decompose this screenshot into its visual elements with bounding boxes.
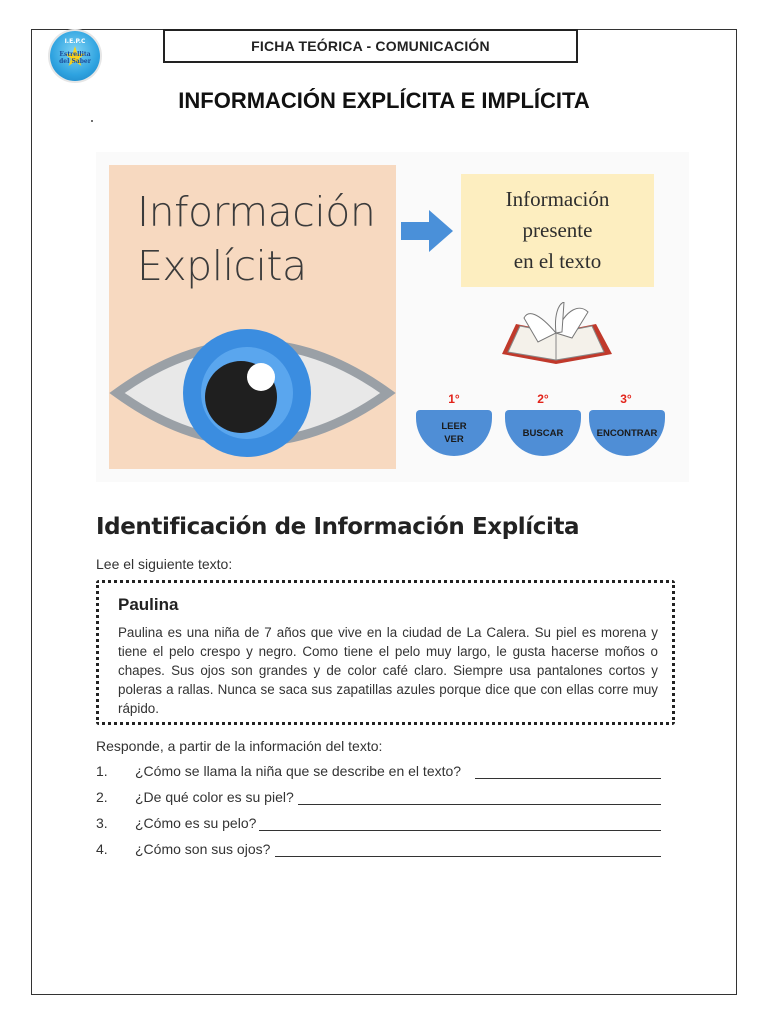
reading-text: Paulina es una niña de 7 años que vive en la ciudad de La Calera. Su piel es morena y tiene el pelo crespo y negro. Como tiene el pelo muy largo, le gusta hacerse moños o chapes. Sus ojos son grandes y de color café claro. Siempre usa pantalones cortos y poleras a rallas. Nunca se saca sus zapatillas azules porque dice que con ellas corre muy rápido. xyxy=(118,625,658,716)
infographic-heading: Información Explícita xyxy=(137,188,376,290)
reading-instruction: Lee el siguiente texto: xyxy=(96,556,233,572)
question-text: ¿De qué color es su piel? xyxy=(135,789,294,805)
answer-line[interactable] xyxy=(259,830,661,831)
subject-header: FICHA TEÓRICA - COMUNICACIÓN xyxy=(163,29,578,63)
school-logo-text: I.E.P.C xyxy=(64,38,86,45)
reading-passage-box xyxy=(96,580,675,725)
question-item xyxy=(96,789,661,809)
school-logo-script: Estrellita del Saber xyxy=(59,51,91,65)
step-2-label: BUSCAR xyxy=(505,410,581,456)
question-item xyxy=(96,815,661,835)
step-2-number: 2° xyxy=(537,392,549,406)
infographic-definition-box: Información presente en el texto xyxy=(461,174,654,287)
step-3-label: ENCONTRAR xyxy=(589,410,665,456)
arrow-right-icon xyxy=(401,210,453,252)
open-book-icon xyxy=(498,302,616,372)
answer-line[interactable] xyxy=(298,804,661,805)
question-number: 4. xyxy=(96,841,108,857)
question-number: 1. xyxy=(96,763,108,779)
page-title: INFORMACIÓN EXPLÍCITA E IMPLÍCITA xyxy=(178,88,590,113)
question-number: 3. xyxy=(96,815,108,831)
reading-title: Paulina xyxy=(118,595,179,614)
question-text: ¿Cómo es su pelo? xyxy=(135,815,257,831)
eye-icon xyxy=(109,315,396,469)
questions-intro: Responde, a partir de la información del texto: xyxy=(96,738,383,754)
question-text: ¿Cómo se llama la niña que se describe en el texto? xyxy=(135,763,462,779)
answer-line[interactable] xyxy=(275,856,661,857)
question-item xyxy=(96,841,661,861)
stray-dot xyxy=(91,120,93,122)
question-item xyxy=(96,763,661,783)
question-text: ¿Cómo son sus ojos? xyxy=(135,841,271,857)
step-1-label: LEER VER xyxy=(416,410,492,456)
step-1-number: 1° xyxy=(448,392,460,406)
step-3-number: 3° xyxy=(620,392,632,406)
question-number: 2. xyxy=(96,789,108,805)
explicit-info-infographic xyxy=(96,152,689,482)
school-logo xyxy=(50,31,100,81)
infographic-left-panel xyxy=(109,165,396,469)
section-title: Identificación de Información Explícita xyxy=(96,514,580,540)
answer-line[interactable] xyxy=(475,778,661,779)
